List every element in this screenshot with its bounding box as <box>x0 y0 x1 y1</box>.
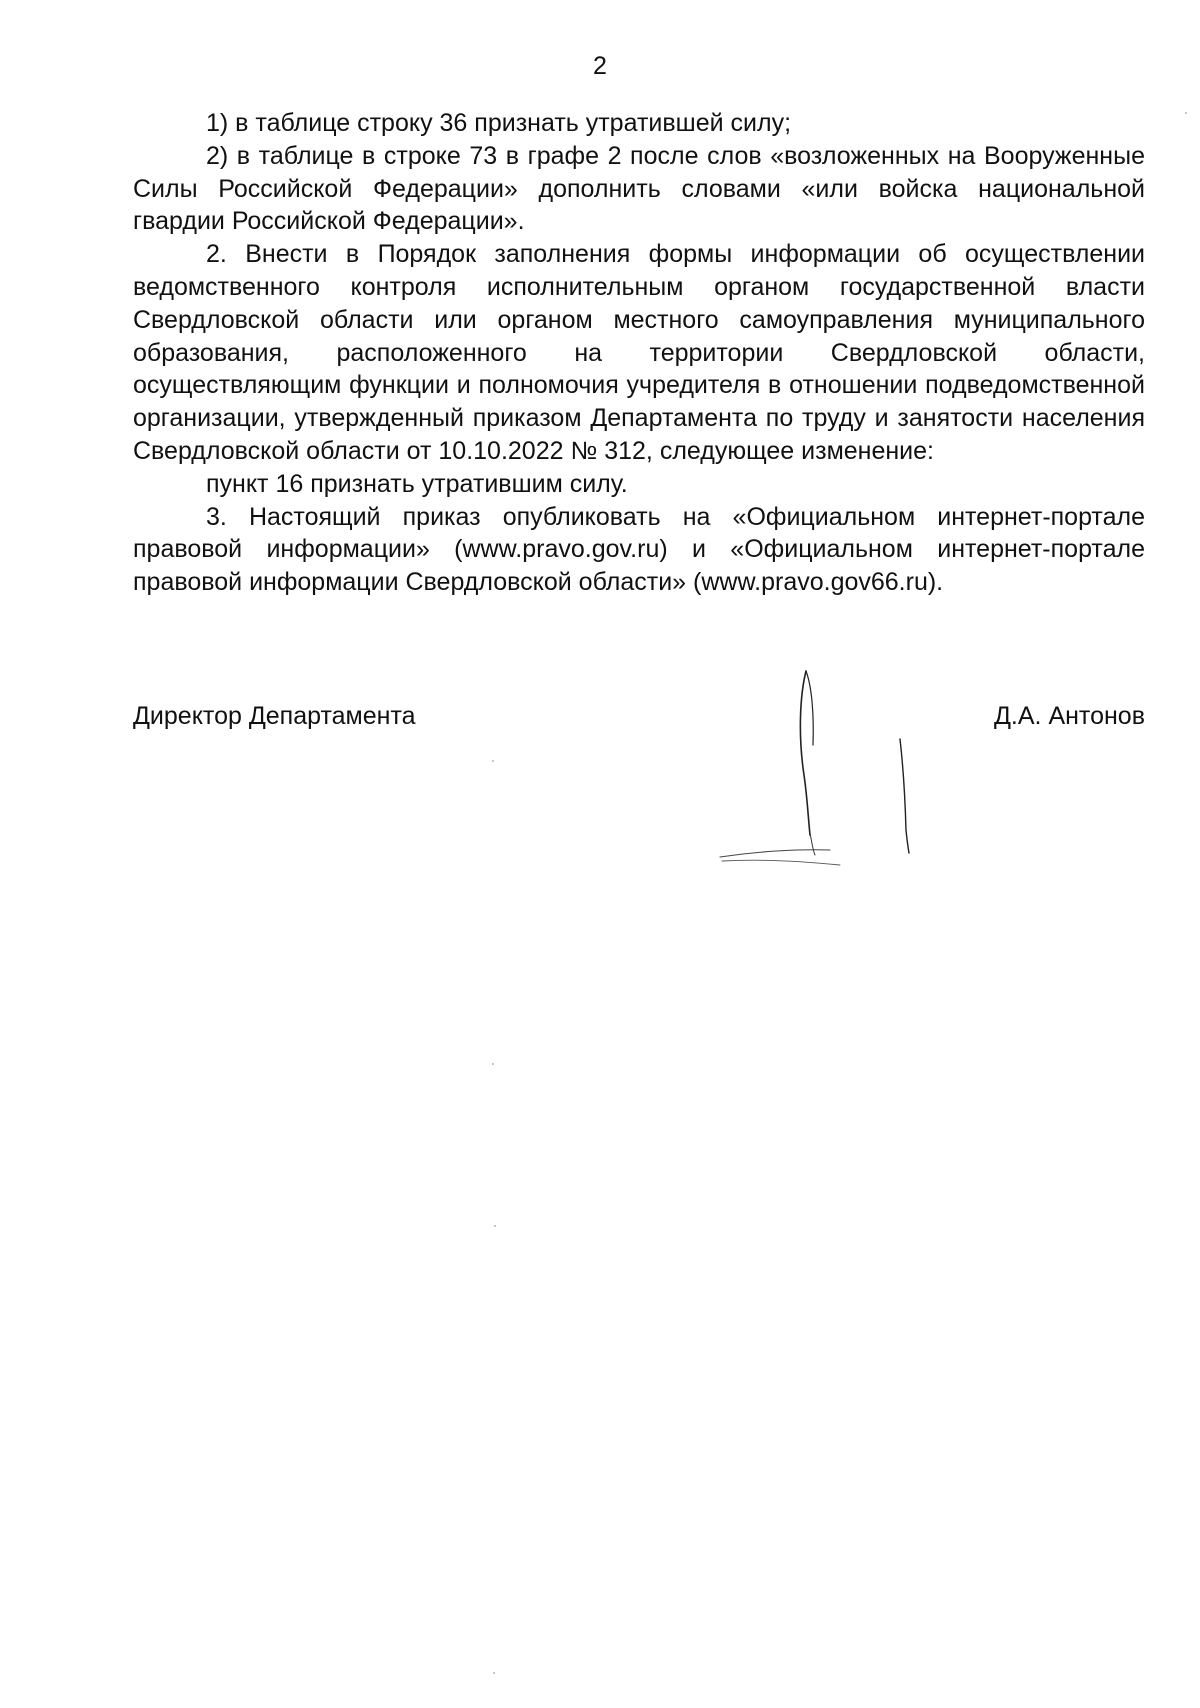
paragraph-section-3: 3. Настоящий приказ опубликовать на «Официальном интернет-портале правовой информации» (www.pravo.gov.ru) и «Официальном интернет-портале правовой информации Свердловской области» (www.pravo.gov66.ru). <box>133 502 1145 597</box>
document-body <box>133 107 1145 599</box>
page-number: 2 <box>593 52 607 80</box>
scan-speck <box>492 1063 494 1065</box>
scan-speck <box>492 760 494 762</box>
scan-speck <box>494 1225 496 1227</box>
paragraph-item-2: 2) в таблице в строке 73 в графе 2 после слов «возложенных на Вооруженные Силы Российской Федерации» дополнить словами «или войска национальной гвардии Российской Федерации». <box>133 141 1145 236</box>
paragraph-item-1: 1) в таблице строку 36 признать утратившей силу; <box>206 109 792 137</box>
paragraph-point-16: пункт 16 признать утратившим силу. <box>206 469 628 498</box>
signature-block <box>133 700 1145 740</box>
signatory-name: Д.А. Антонов <box>994 702 1145 730</box>
handwritten-signature <box>700 665 960 905</box>
signatory-title: Директор Департамента <box>133 702 416 730</box>
scan-speck <box>493 1672 495 1674</box>
paragraph-section-2: 2. Внести в Порядок заполнения формы информации об осуществлении ведомственного контроля исполнительным органом государственной власти Свердловской области или органом местного самоуправления муниципального образования, расположенного на территории Свердловской области, осуществляющим функции и полномочия учредителя в отношении подведомственной организации, утвержденный приказом Департамента по труду и занятости населения Свердловской области от 10.10.2022 № 312, следующее изменение: <box>133 240 1145 465</box>
scan-speck <box>1185 112 1187 114</box>
